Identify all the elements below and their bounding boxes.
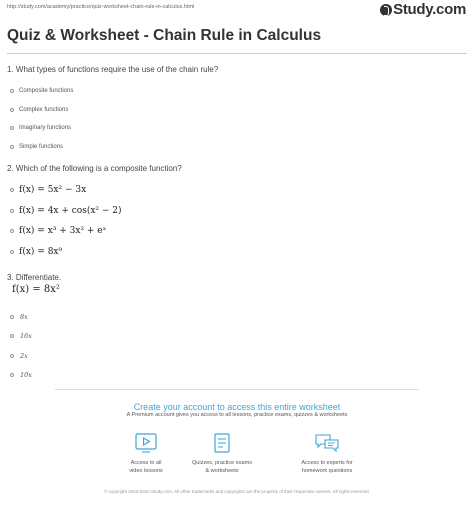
radio-button[interactable]	[10, 108, 14, 112]
question-1-text: 1. What types of functions require the use of the chain rule?	[7, 65, 219, 74]
question-1-option-a[interactable]	[10, 82, 73, 101]
option-label: Simple functions	[19, 143, 64, 150]
radio-button[interactable]	[10, 145, 14, 149]
question-3-option-d[interactable]	[10, 366, 32, 386]
copyright-notice: © copyright 2003-2020 Study.com. All other trademarks and copyrights are the property of their respective owners. All rights reserved.	[104, 489, 370, 494]
option-label: 16x	[20, 332, 32, 341]
page-title: Quiz & Worksheet - Chain Rule in Calculus	[7, 27, 322, 44]
radio-button[interactable]	[10, 188, 14, 192]
option-formula: f(x) = 4x + cos(x² − 2)	[19, 205, 122, 216]
question-2-option-a[interactable]	[10, 180, 122, 201]
feature-quizzes	[177, 433, 267, 475]
question-3-option-b[interactable]	[10, 327, 32, 347]
feature-label: Quizzes, practice exams	[192, 460, 252, 466]
option-formula: f(x) = 8x⁹	[19, 246, 63, 257]
question-1-option-b[interactable]	[10, 101, 73, 120]
title-divider	[7, 53, 467, 54]
radio-button[interactable]	[10, 209, 14, 213]
radio-button[interactable]	[10, 89, 14, 93]
radio-button[interactable]	[10, 126, 14, 130]
radio-button[interactable]	[10, 229, 14, 233]
question-1-option-d[interactable]	[10, 138, 73, 157]
question-2-text: 2. Which of the following is a composite function?	[7, 164, 182, 173]
radio-button[interactable]	[10, 373, 14, 377]
create-account-link[interactable]: Create your account to access this entire worksheet	[133, 402, 341, 412]
question-2-options	[10, 180, 122, 262]
question-2-option-b[interactable]	[10, 201, 122, 222]
option-label: 8x	[20, 312, 28, 321]
question-3-expression: f(x) = 8x²	[12, 284, 60, 295]
premium-description: A Premium account gives you access to all lessons, practice exams, quizzes & worksheets	[126, 412, 348, 418]
option-formula: f(x) = x³ + 3x² + eˣ	[19, 226, 107, 237]
study-logo-icon	[380, 4, 392, 16]
question-1-options	[10, 82, 73, 156]
feature-list	[0, 433, 474, 483]
feature-label: Access to all	[130, 460, 162, 466]
study-logo-text: Study.com	[393, 1, 466, 18]
quiz-worksheet-icon	[209, 433, 235, 453]
question-2-option-d[interactable]	[10, 242, 122, 263]
option-label: 2x	[20, 351, 28, 360]
page-url: http://study.com/academy/practice/quiz-worksheet-chain-rule-in-calculus.html	[7, 4, 195, 10]
feature-label: homework questions	[301, 468, 353, 474]
study-logo	[380, 1, 466, 18]
feature-label: video lessons	[129, 468, 163, 474]
option-label: 10x	[20, 371, 32, 380]
radio-button[interactable]	[10, 334, 14, 338]
radio-button[interactable]	[10, 315, 14, 319]
radio-button[interactable]	[10, 354, 14, 358]
feature-label: Access to experts for	[301, 460, 353, 466]
feature-experts	[282, 433, 372, 475]
play-video-icon	[133, 433, 159, 453]
question-3-options	[10, 307, 32, 385]
question-3-option-c[interactable]	[10, 346, 32, 366]
option-label: Complex functions	[19, 106, 69, 113]
question-3-option-a[interactable]	[10, 307, 32, 327]
question-2-option-c[interactable]	[10, 221, 122, 242]
chat-bubbles-icon	[314, 433, 340, 453]
option-formula: f(x) = 5x² − 3x	[19, 185, 87, 196]
option-label: Imaginary functions	[19, 125, 72, 132]
feature-label: & worksheets	[205, 468, 239, 474]
option-label: Composite functions	[19, 88, 74, 95]
footer-divider	[55, 389, 419, 390]
question-3-text: 3. Differentiate.	[7, 273, 62, 282]
question-1-option-c[interactable]	[10, 119, 73, 138]
radio-button[interactable]	[10, 250, 14, 254]
